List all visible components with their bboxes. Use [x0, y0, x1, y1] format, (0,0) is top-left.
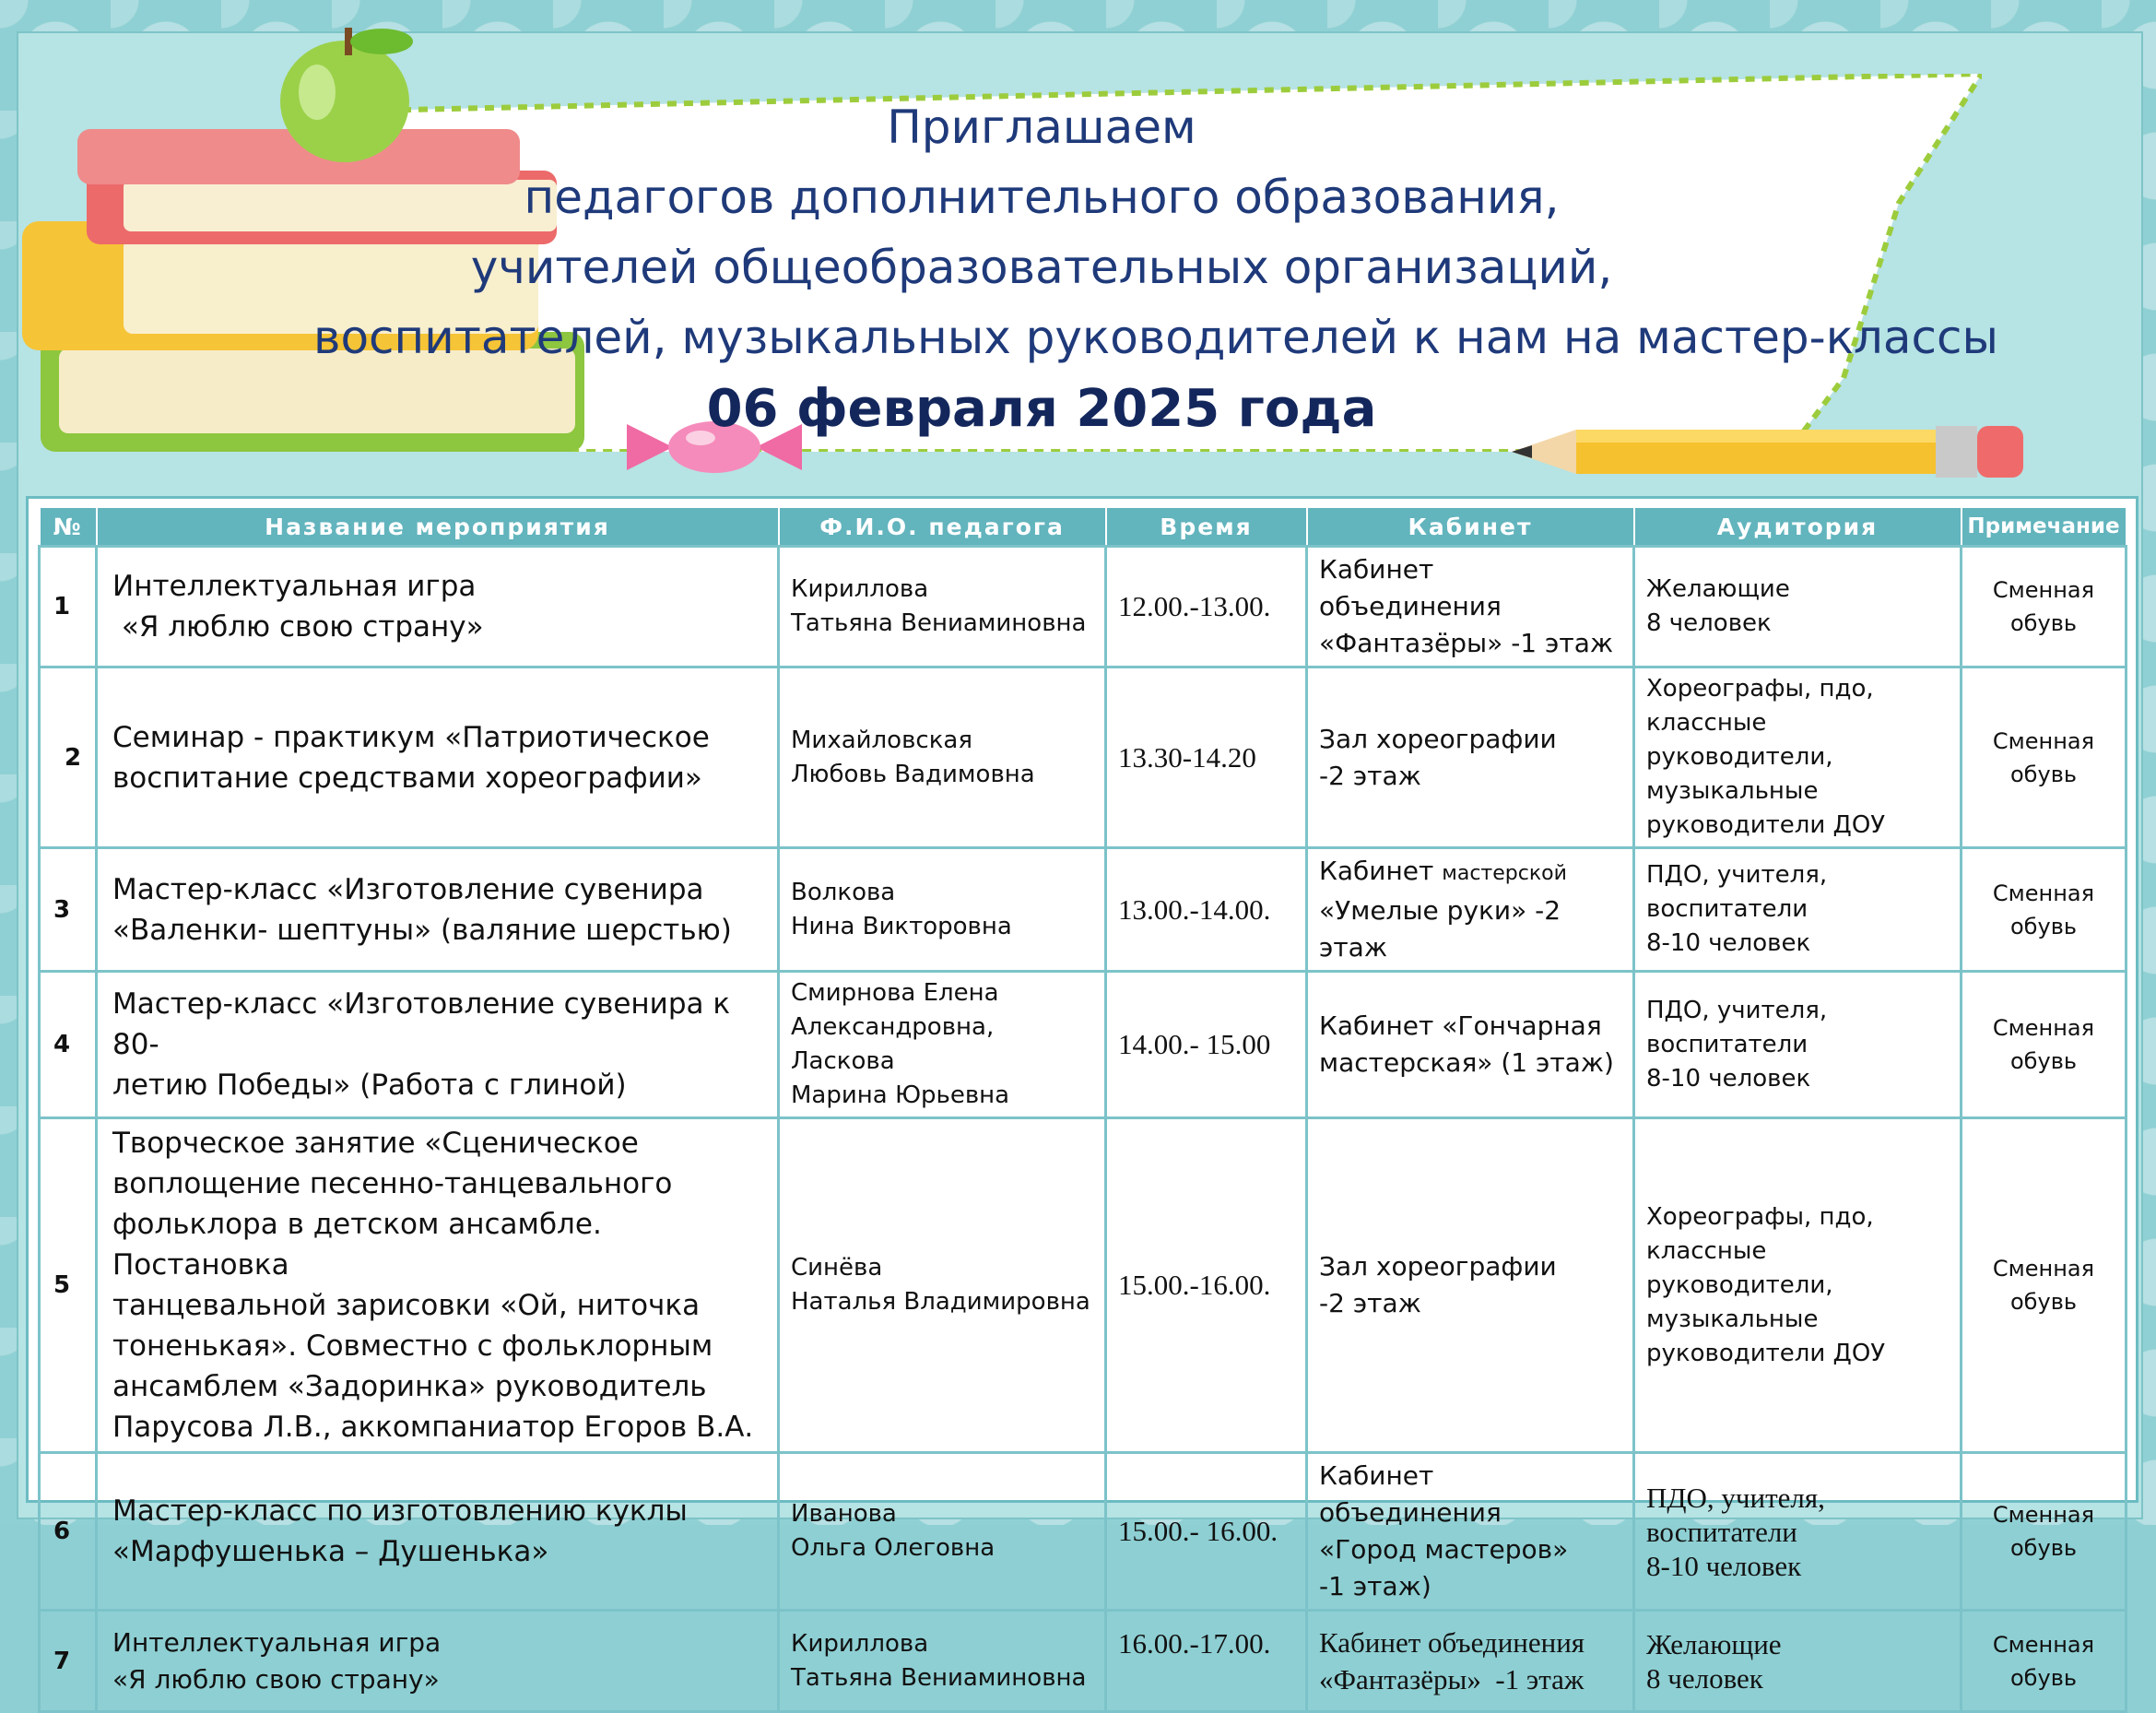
event-audience: Желающие 8 человек: [1634, 1611, 1962, 1712]
teacher-name: Смирнова Елена Александровна, Ласкова Марина Юрьевна: [779, 972, 1106, 1118]
table-row: [40, 848, 2127, 972]
event-room: Зал хореографии -2 этаж: [1307, 1118, 1634, 1453]
header-line-3: учителей общеобразовательных организаций,: [470, 241, 1613, 294]
teacher-name: Синёва Наталья Владимировна: [779, 1118, 1106, 1453]
event-name: Мастер-класс «Изготовление сувенира к 80- летию Победы» (Работа с глиной): [97, 972, 779, 1118]
header-num: №: [40, 507, 97, 547]
header-room: Кабинет: [1307, 507, 1634, 547]
event-audience: Хореографы, пдо, классные руководители, музыкальные руководители ДОУ: [1634, 667, 1962, 848]
event-time: 13.00.-14.00.: [1106, 848, 1307, 972]
event-name: Мастер-класс по изготовлению куклы «Марфушенька – Душенька»: [97, 1453, 779, 1611]
event-note: Сменная обувь: [1962, 1118, 2127, 1453]
table-row: [40, 1453, 2127, 1611]
header-line-1: Приглашаем: [887, 100, 1196, 154]
event-audience: ПДО, учителя, воспитатели 8-10 человек: [1634, 972, 1962, 1118]
teacher-name: Волкова Нина Викторовна: [779, 848, 1106, 972]
event-audience: ПДО, учителя, воспитатели 8-10 человек: [1634, 848, 1962, 972]
event-time: 13.30-14.20: [1106, 667, 1307, 848]
event-name: Интеллектуальная игра «Я люблю свою страну»: [97, 1611, 779, 1712]
row-number: 2: [40, 667, 97, 848]
event-time: 15.00.- 16.00.: [1106, 1453, 1307, 1611]
event-name: Мастер-класс «Изготовление сувенира «Валенки- шептуны» (валяние шерстью): [97, 848, 779, 972]
table-row: [40, 1611, 2127, 1712]
event-name: Семинар - практикум «Патриотическое воспитание средствами хореографии»: [97, 667, 779, 848]
teacher-name: Иванова Ольга Олеговна: [779, 1453, 1106, 1611]
event-time: 12.00.-13.00.: [1106, 547, 1307, 667]
event-note: Сменная обувь: [1962, 1453, 2127, 1611]
row-number: 6: [40, 1453, 97, 1611]
event-room: Кабинет «Гончарная мастерская» (1 этаж): [1307, 972, 1634, 1118]
teacher-name: Кириллова Татьяна Вениаминовна: [779, 547, 1106, 667]
event-room: Кабинет объединения «Фантазёры» -1 этаж: [1307, 1611, 1634, 1712]
header-line-2: педагогов дополнительного образования,: [524, 171, 1560, 224]
table-row: [40, 547, 2127, 667]
event-audience: ПДО, учителя, воспитатели 8-10 человек: [1634, 1453, 1962, 1611]
row-number: 5: [40, 1118, 97, 1453]
table-row: [40, 667, 2127, 848]
header-note: Примечание: [1962, 507, 2127, 547]
header-time: Время: [1106, 507, 1307, 547]
event-note: Сменная обувь: [1962, 547, 2127, 667]
header-audience: Аудитория: [1634, 507, 1962, 547]
row-number: 3: [40, 848, 97, 972]
event-room: Кабинет объединения «Город мастеров» -1 этаж): [1307, 1453, 1634, 1611]
row-number: 1: [40, 547, 97, 667]
event-note: Сменная обувь: [1962, 1611, 2127, 1712]
event-time: 15.00.-16.00.: [1106, 1118, 1307, 1453]
event-audience: Желающие 8 человек: [1634, 547, 1962, 667]
teacher-name: Кириллова Татьяна Вениаминовна: [779, 1611, 1106, 1712]
table-row: [40, 972, 2127, 1118]
event-audience: Хореографы, пдо, классные руководители, музыкальные руководители ДОУ: [1634, 1118, 1962, 1453]
event-room: Кабинет объединения «Фантазёры» -1 этаж: [1307, 547, 1634, 667]
schedule-table-container: [26, 496, 2138, 1695]
event-room: Кабинет мастерской «Умелые руки» -2 этаж: [1307, 848, 1634, 972]
event-name: Творческое занятие «Сценическое воплощение песенно-танцевального фольклора в детском ансамбле. Постановка танцевальной зарисовки «Ой, ниточка тоненькая». Совместно с фольклорным ансамблем «Задоринка» руководитель Парусова Л.В., аккомпаниатор Егоров В.А.: [97, 1118, 779, 1453]
event-name: Интеллектуальная игра «Я люблю свою страну»: [97, 547, 779, 667]
header-teacher: Ф.И.О. педагога: [779, 507, 1106, 547]
event-note: Сменная обувь: [1962, 667, 2127, 848]
event-time: 14.00.- 15.00: [1106, 972, 1307, 1118]
table-header-row: [40, 507, 2127, 547]
event-note: Сменная обувь: [1962, 848, 2127, 972]
header-name: Название мероприятия: [97, 507, 779, 547]
invitation-header: [313, 92, 1998, 443]
table-row: [40, 1118, 2127, 1453]
event-time: 16.00.-17.00.: [1106, 1611, 1307, 1712]
teacher-name: Михайловская Любовь Вадимовна: [779, 667, 1106, 848]
schedule-table: [38, 506, 2127, 1713]
event-date: 06 февраля 2025 года: [706, 379, 1377, 439]
row-number: 4: [40, 972, 97, 1118]
header-line-4: воспитателей, музыкальных руководителей к нам на мастер-классы: [313, 311, 1998, 364]
event-note: Сменная обувь: [1962, 972, 2127, 1118]
event-room: Зал хореографии -2 этаж: [1307, 667, 1634, 848]
row-number: 7: [40, 1611, 97, 1712]
